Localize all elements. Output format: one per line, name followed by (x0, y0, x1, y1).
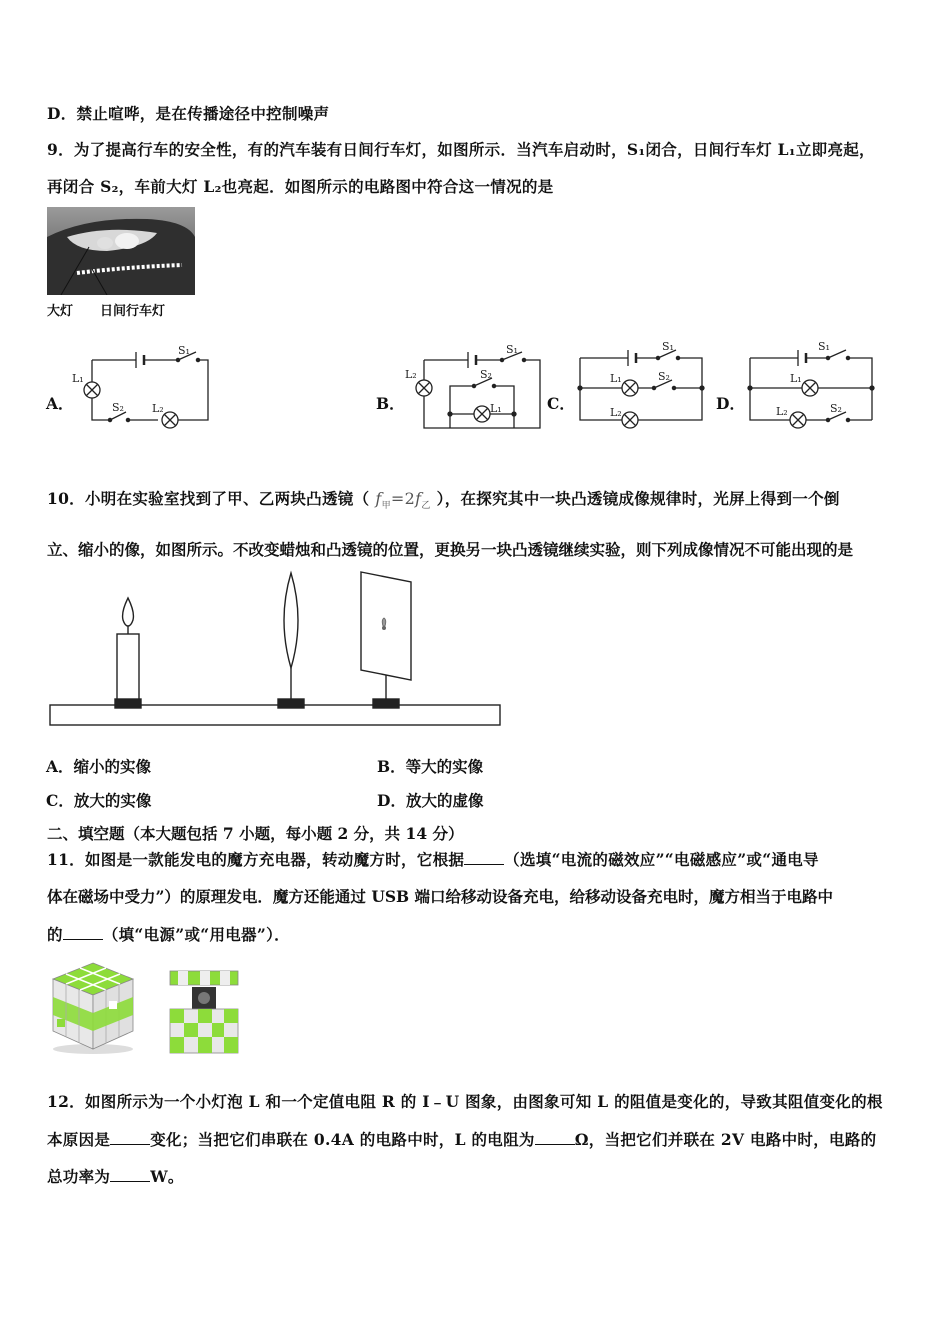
q11-blank-1[interactable] (464, 850, 504, 865)
q12-line2-a: 本原因是 (47, 1130, 111, 1149)
circuit-d-s2-label: S₂ (830, 402, 842, 415)
cube-charger-photo-1 (47, 957, 139, 1059)
optical-bench-diagram (47, 568, 503, 734)
q11-stem-line2: 体在磁场中受力”）的原理发电．魔方还能通过 USB 端口给移动设备充电，给移动设备充电时，魔方相当于电路中 (47, 887, 834, 906)
q10-option-c: C．放大的实像 (46, 791, 152, 810)
circuit-b-l1-label: L₁ (490, 402, 502, 415)
circuit-c-s2-label: S₂ (658, 370, 670, 383)
q12-blank-2[interactable] (535, 1130, 575, 1145)
circuit-a-l2-label: L₂ (152, 402, 164, 415)
circuit-a-s1-label: S₁ (178, 344, 190, 357)
formula-eq: =2 (390, 489, 416, 508)
circuit-c-s1-label: S₁ (662, 340, 674, 353)
circuit-c-l2-label: L₂ (610, 406, 622, 419)
section-2-heading: 二、填空题（本大题包括 7 小题，每小题 2 分，共 14 分） (47, 824, 464, 843)
circuit-b-s2-label: S₂ (480, 368, 492, 381)
q10-stem-line1-pre: 10．小明在实验室找到了甲、乙两块凸透镜（ (47, 489, 370, 508)
q12-stem-line3 (47, 1165, 184, 1187)
q12-stem-line2 (47, 1128, 876, 1150)
focal-length-formula (375, 489, 430, 511)
car-headlight-photo (47, 207, 195, 295)
formula-sub1: 甲 (381, 501, 391, 512)
q12-blank-1[interactable] (110, 1130, 150, 1145)
q10-option-d: D．放大的虚像 (377, 791, 484, 810)
circuit-diagram-b (402, 340, 547, 439)
formula-f2: f (415, 489, 422, 508)
q10-stem-line1 (47, 487, 840, 511)
circuit-b-s1-label: S₁ (506, 343, 518, 356)
circuit-d-l1-label: L₁ (790, 372, 802, 385)
q9-option-a-label: A． (46, 394, 74, 413)
formula-f1: f (375, 489, 382, 508)
circuit-c-l1-label: L₁ (610, 372, 622, 385)
q11-line1-post: （选填“电流的磁效应”“电磁感应”或“通电导 (504, 850, 819, 869)
q10-option-a: A．缩小的实像 (46, 757, 152, 776)
cube-charger-photo-2 (162, 965, 246, 1061)
headlight-caption: 大灯 (47, 304, 74, 319)
daylight-caption: 日间行车灯 (100, 304, 166, 319)
q11-line3-pre: 的 (47, 925, 63, 944)
circuit-a-l1-label: L₁ (72, 372, 84, 385)
q12-line2-c: Ω，当把它们并联在 2V 电路中时，电路的 (574, 1130, 877, 1149)
q9-option-b-label: B． (376, 394, 405, 413)
circuit-diagram-d (744, 338, 879, 437)
q10-stem-line2: 立、缩小的像，如图所示。不改变蜡烛和凸透镜的位置，更换另一块凸透镜继续实验，则下列成像情况不可能出现的是 (47, 540, 854, 559)
q9-option-d-label: D． (716, 394, 745, 413)
q11-blank-2[interactable] (63, 925, 103, 940)
q11-stem-line3 (47, 923, 290, 945)
q12-stem-line1: 12．如图所示为一个小灯泡 L 和一个定值电阻 R 的 I﹣U 图象，由图象可知 L 的阻值是变化的，导致其阻值变化的根 (47, 1092, 883, 1111)
circuit-d-s1-label: S₁ (818, 340, 830, 353)
q9-stem-line1: 9．为了提高行车的安全性，有的汽车装有日间行车灯，如图所示．当汽车启动时，S₁闭合，日间行车灯 L₁立即亮起， (47, 140, 875, 159)
q11-line1-pre: 11．如图是一款能发电的魔方充电器，转动魔方时，它根据 (47, 850, 465, 869)
q12-blank-3[interactable] (110, 1167, 150, 1182)
circuit-b-l2-label: L₂ (405, 368, 417, 381)
q12-line3-b: W。 (150, 1167, 184, 1186)
q9-option-c-label: C． (547, 394, 575, 413)
q10-option-b: B．等大的实像 (377, 757, 484, 776)
circuit-diagram-a (70, 340, 215, 439)
q12-line2-b: 变化；当把它们串联在 0.4A 的电路中时，L 的电阻为 (150, 1130, 535, 1149)
circuit-d-l2-label: L₂ (776, 405, 788, 418)
formula-sub2: 乙 (421, 501, 431, 512)
circuit-a-s2-label: S₂ (112, 401, 124, 414)
q10-stem-line1-post: ），在探究其中一块凸透镜成像规律时，光屏上得到一个倒 (436, 489, 840, 508)
circuit-diagram-c (574, 338, 709, 437)
q9-stem-line2: 再闭合 S₂，车前大灯 L₂也亮起．如图所示的电路图中符合这一情况的是 (47, 177, 554, 196)
q12-line3-a: 总功率为 (47, 1167, 111, 1186)
q11-stem-line1 (47, 848, 819, 870)
q8-option-d: D．禁止喧哗，是在传播途径中控制噪声 (47, 104, 330, 123)
q11-line3-post: （填“电源”或“用电器”）． (102, 925, 290, 944)
